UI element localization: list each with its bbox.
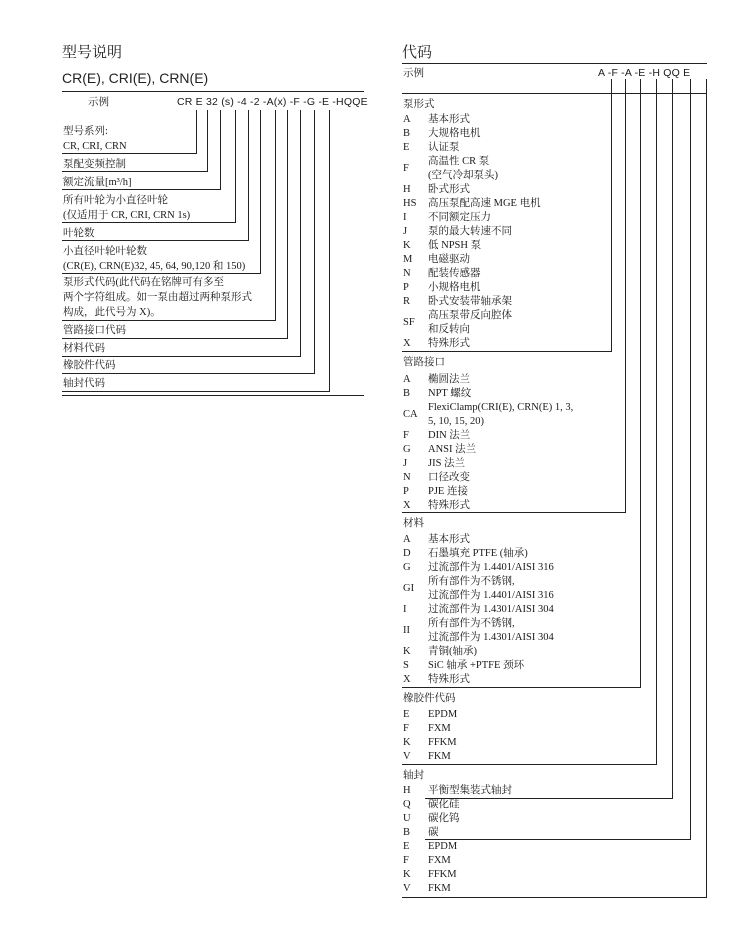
rconn-seal-qq [690, 79, 691, 840]
conn-flow [220, 110, 221, 190]
right-title: 代码 [402, 43, 433, 61]
right-example-code: A -F -A -E -H QQ E [598, 67, 691, 79]
seal-h-rule [425, 798, 672, 799]
item-pump-type-l3: 构成，此代号为 X)。 [63, 307, 161, 318]
item-seal: 轴封代码 [63, 378, 105, 389]
example-top-rule [62, 91, 364, 92]
item-pipe: 管路接口代码 [63, 325, 126, 336]
rconn-rubber [656, 79, 657, 765]
right-bottom-rule [402, 897, 707, 898]
item-series-l1: 型号系列: [63, 126, 108, 137]
sec-pumptype-title: 泵形式 [403, 99, 435, 110]
item-small-count-l2: (CR(E), CRN(E)32, 45, 64, 90,120 和 150) [63, 261, 246, 272]
item-rubber-rule [62, 373, 314, 374]
item-vfd: 泵配变频控制 [63, 159, 126, 170]
sec-pumptype-top [402, 93, 707, 94]
item-pipe-rule [62, 338, 287, 339]
conn-pump-type [275, 110, 276, 321]
conn-material [300, 110, 301, 357]
sec-rubber-title: 橡胶件代码 [403, 693, 456, 704]
conn-rubber [314, 110, 315, 374]
item-vfd-rule [62, 171, 207, 172]
sec-material-bottom [402, 687, 640, 688]
conn-vfd [207, 110, 208, 172]
example-label: 示例 [88, 97, 109, 108]
right-example-label: 示例 [403, 68, 424, 79]
conn-small-count [260, 110, 261, 274]
item-pump-type-l2: 两个字符组成。如一泵由超过两种泵形式 [63, 292, 252, 303]
rconn-material [640, 79, 641, 688]
rconn-pumptype [611, 79, 612, 352]
item-small-count-rule [62, 273, 260, 274]
conn-pipe [287, 110, 288, 339]
right-top-rule [402, 63, 707, 64]
sec-pumptype-bottom [402, 351, 611, 352]
item-series-rule [62, 153, 196, 154]
item-impellers: 叶轮数 [63, 228, 95, 239]
conn-impellers [248, 110, 249, 241]
item-small-imp-rule [62, 222, 235, 223]
sec-seal-title: 轴封 [403, 770, 424, 781]
conn-seal [329, 110, 330, 392]
rconn-pipe [625, 79, 626, 513]
conn-series [196, 110, 197, 154]
item-material: 材料代码 [63, 343, 105, 354]
sec-pipe-title: 管路接口 [403, 357, 445, 368]
left-title: 型号说明 [62, 43, 123, 61]
item-small-imp-l2: (仅适用于 CR, CRI, CRN 1s) [63, 210, 191, 221]
sec-rubber-bottom [402, 764, 656, 765]
conn-small-imp [235, 110, 236, 223]
rconn-seal-h [672, 79, 673, 799]
item-pump-type-rule [62, 320, 275, 321]
item-material-rule [62, 356, 300, 357]
seal-b-rule [425, 839, 690, 840]
rconn-seal-e [706, 79, 707, 898]
item-small-count-l1: 小直径叶轮叶轮数 [63, 246, 147, 257]
sec-material-title: 材料 [403, 518, 424, 529]
item-flow: 额定流量[m³/h] [63, 177, 132, 188]
left-subtitle: CR(E), CRI(E), CRN(E) [62, 70, 209, 86]
item-series-l2: CR, CRI, CRN [63, 141, 127, 152]
item-pump-type-l1: 泵形式代码(此代码在铭牌可有多至 [63, 277, 224, 288]
sec-pipe-bottom [402, 512, 625, 513]
example-code: CR E 32 (s) -4 -2 -A(x) -F -G -E -HQQE [177, 96, 368, 108]
item-rubber: 橡胶件代码 [63, 360, 116, 371]
item-seal-rule [62, 391, 329, 392]
left-bottom-rule [62, 395, 364, 396]
item-small-imp-l1: 所有叶轮为小直径叶轮 [63, 195, 168, 206]
item-impellers-rule [62, 240, 248, 241]
item-flow-rule [62, 189, 220, 190]
